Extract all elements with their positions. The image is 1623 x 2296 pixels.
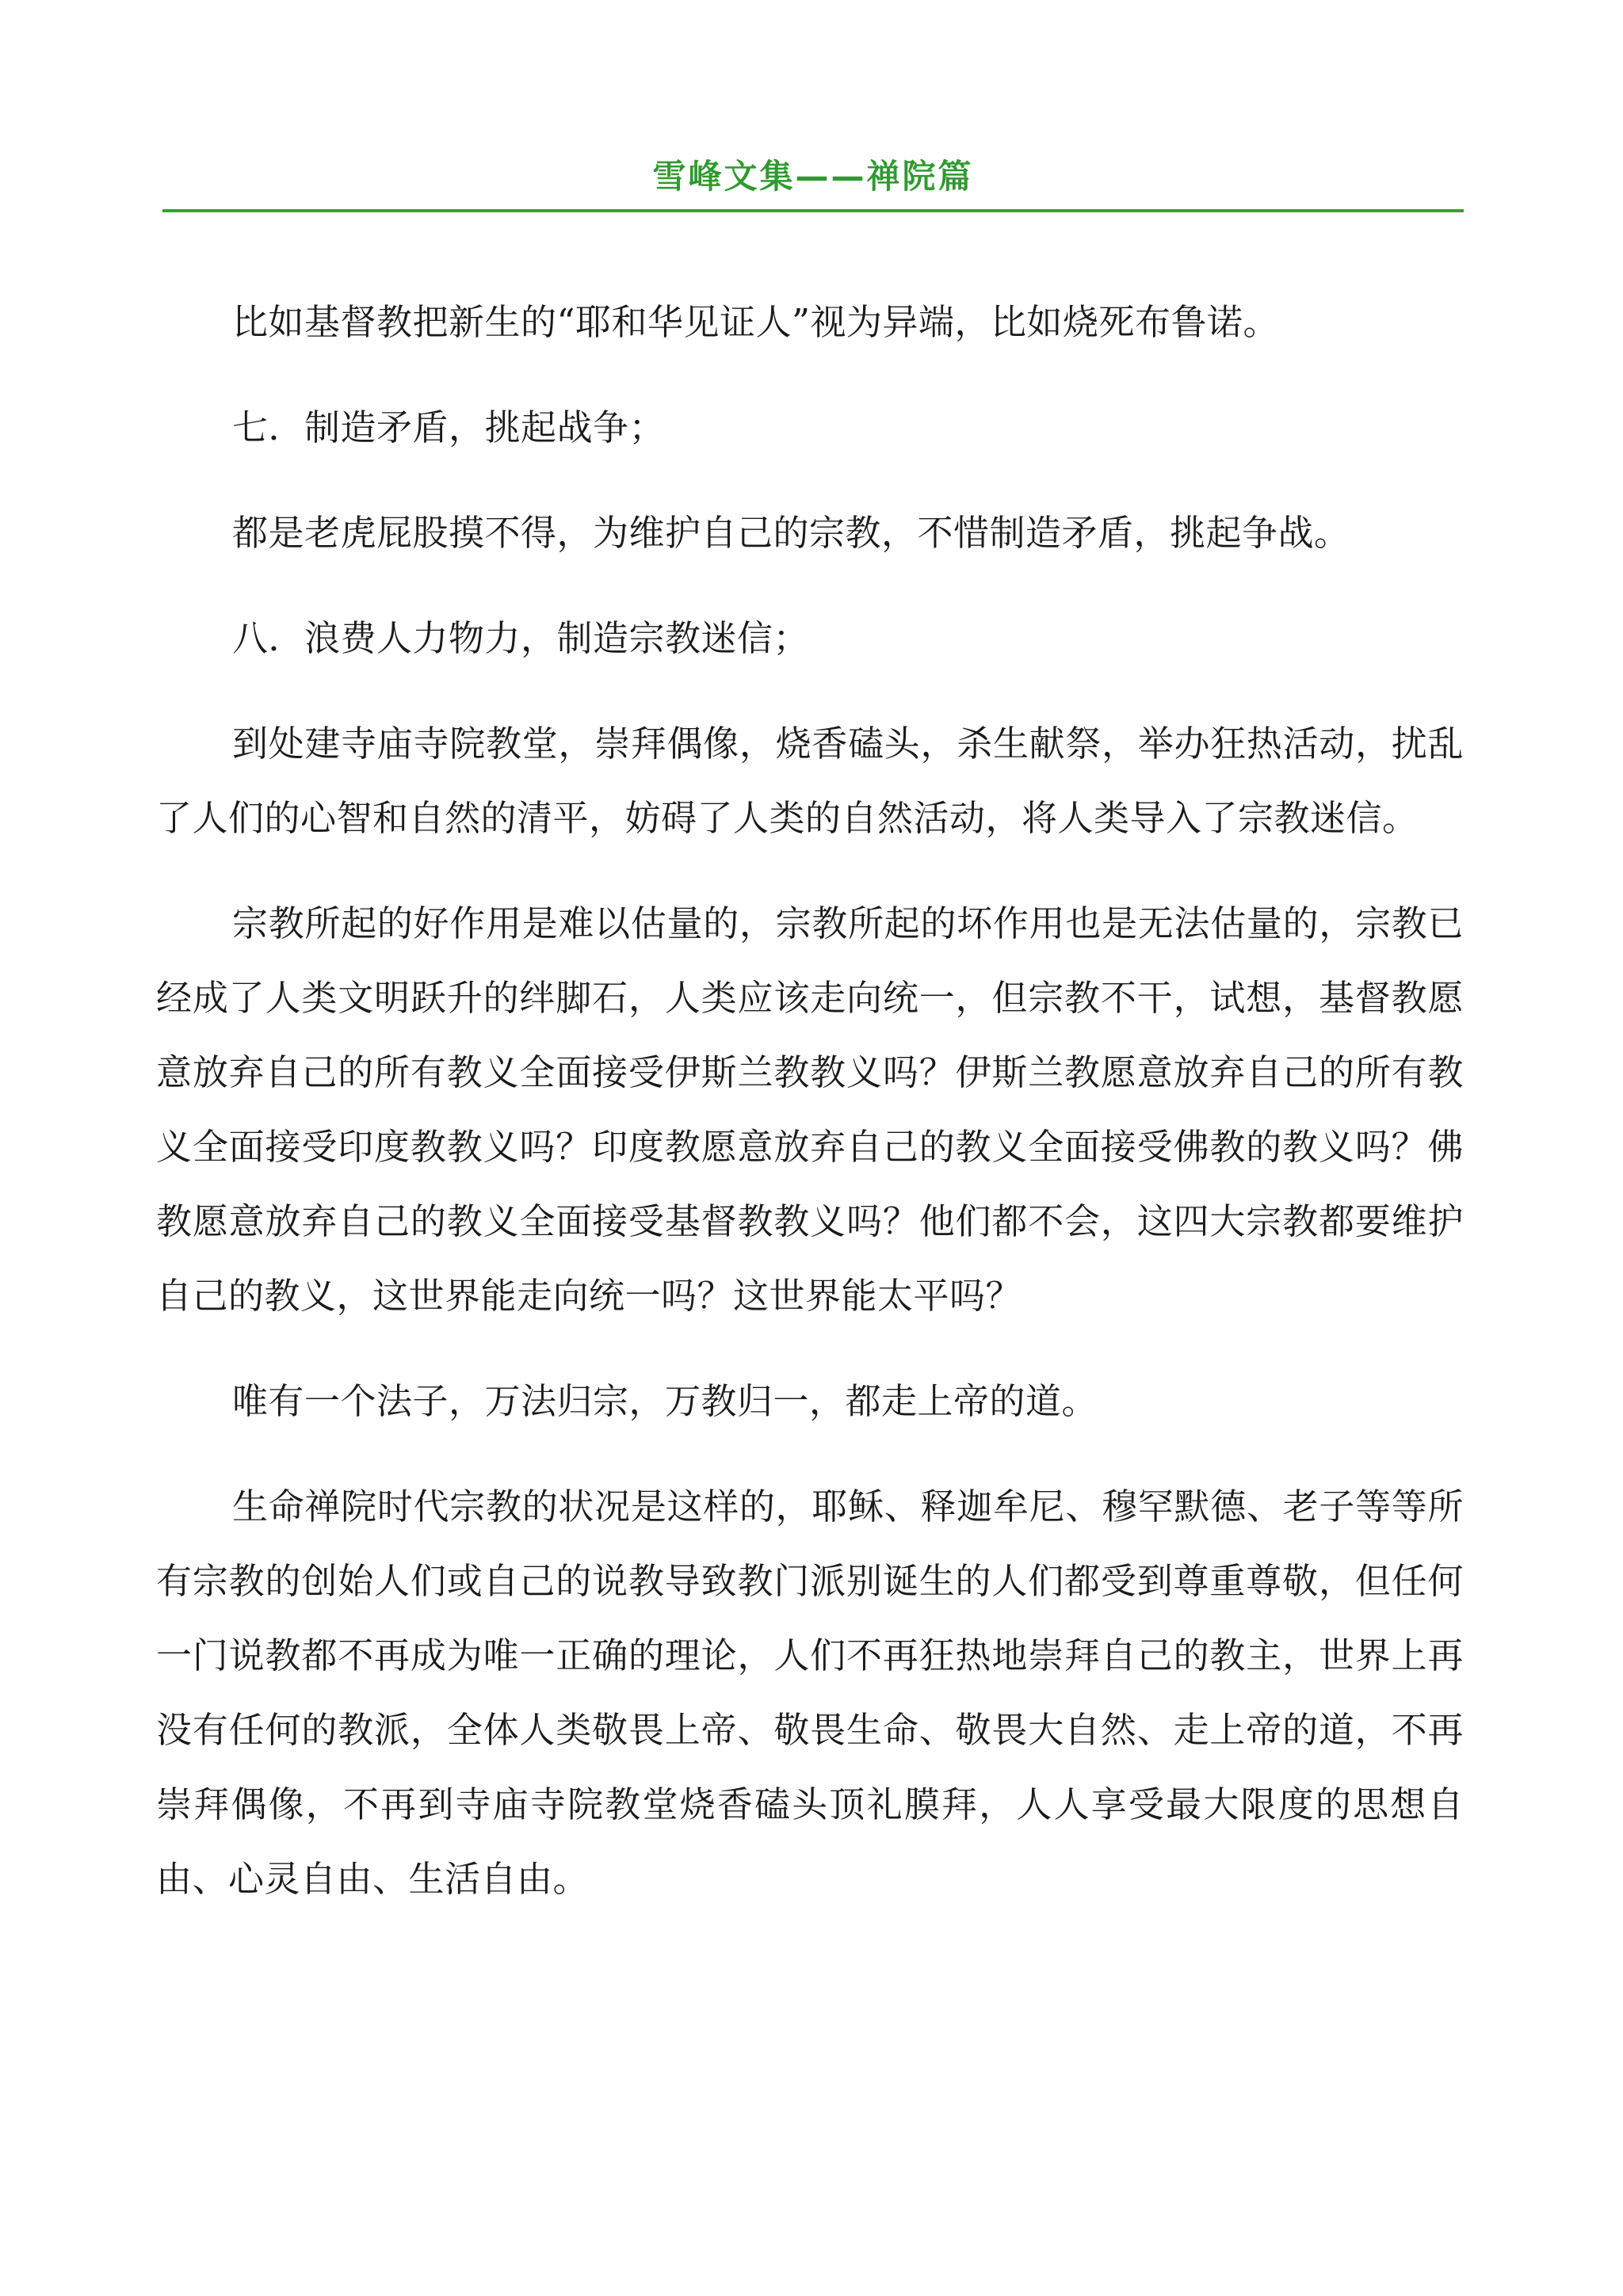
section-heading: 七．制造矛盾，挑起战争； [232,406,666,448]
paragraph: 比如基督教把新生的“耶和华见证人”视为异端，比如烧死布鲁诺。 [232,301,1280,343]
header-divider [162,209,1464,212]
paragraph: 生命禅院时代宗教的状况是这样的，耶稣、释迦牟尼、穆罕默德、老子等等所有宗教的创始人们或自己的说教导致教门派别诞生的人们都受到尊重尊敬，但任何一门说教都不再成为唯一正确的理论，人们不再狂热地崇拜自己的教主，世界上再没有任何的教派，全体人类敬畏上帝、敬畏生命、敬畏大自然、走上帝的道，不再崇拜偶像，不再到寺庙寺院教堂烧香磕头顶礼膜拜，人人享受最大限度的思想自由、心灵自由、生活自由。 [156,1486,1464,1900]
paragraph: 唯有一个法子，万法归宗，万教归一，都走上帝的道。 [232,1380,1098,1422]
paragraph: 到处建寺庙寺院教堂，崇拜偶像，烧香磕头，杀生献祭，举办狂热活动，扰乱了人们的心智和自然的清平，妨碍了人类的自然活动，将人类导入了宗教迷信。 [156,723,1464,839]
document-body [156,285,1464,1947]
paragraph: 宗教所起的好作用是难以估量的，宗教所起的坏作用也是无法估量的，宗教已经成了人类文明跃升的绊脚石，人类应该走向统一，但宗教不干，试想，基督教愿意放弃自己的所有教义全面接受伊斯兰教教义吗？伊斯兰教愿意放弃自己的所有教义全面接受印度教教义吗？印度教愿意放弃自己的教义全面接受佛教的教义吗？佛教愿意放弃自己的教义全面接受基督教教义吗？他们都不会，这四大宗教都要维护自己的教义，这世界能走向统一吗？这世界能太平吗？ [156,902,1464,1317]
header-title: 雪峰文集——禅院篇 [652,157,974,196]
section-heading: 八．浪费人力物力，制造宗教迷信； [232,617,810,659]
page-header [162,154,1464,199]
paragraph: 都是老虎屁股摸不得，为维护自己的宗教，不惜制造矛盾，挑起争战。 [232,512,1350,554]
